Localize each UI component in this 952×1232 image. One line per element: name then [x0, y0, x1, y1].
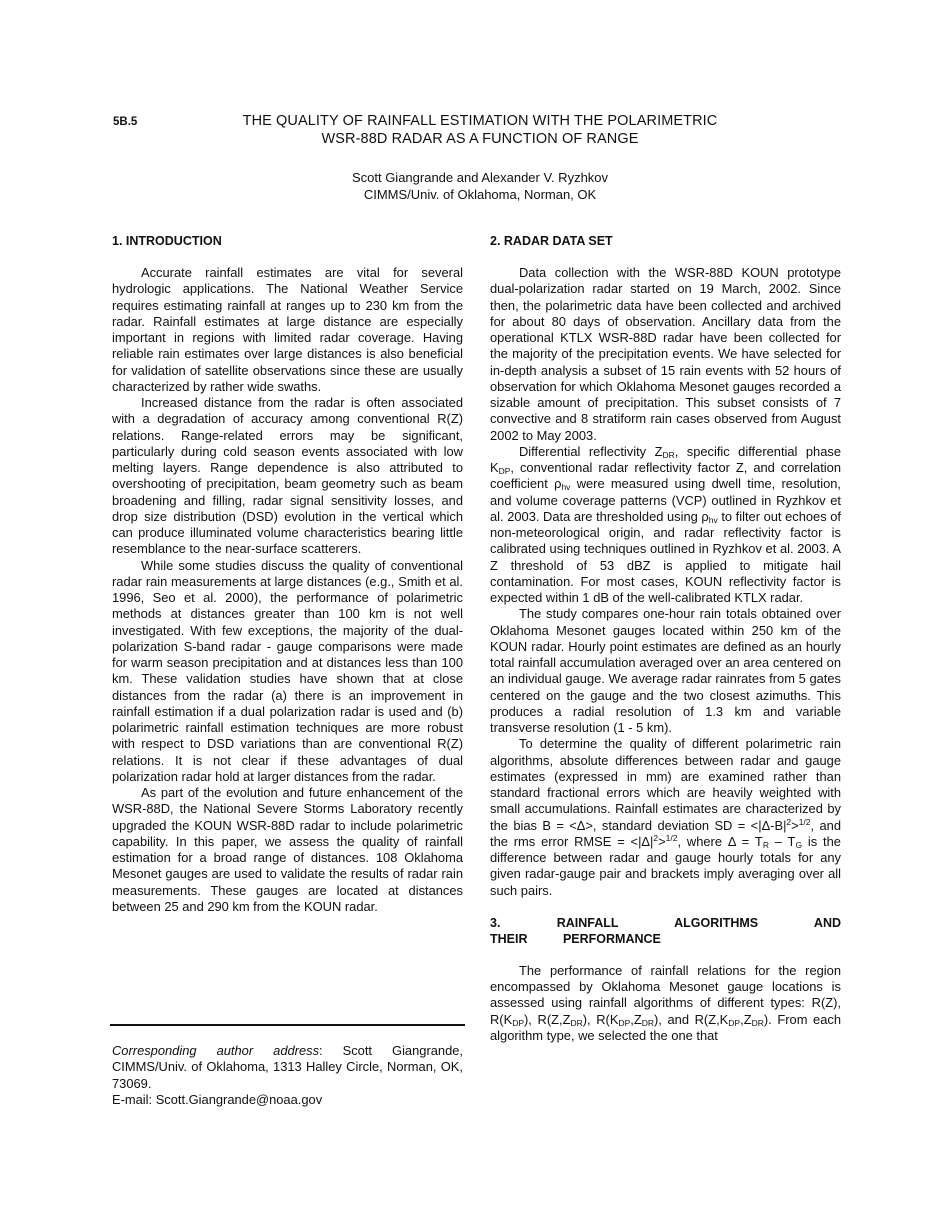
footnote-divider: [110, 1024, 465, 1026]
title-line-1: THE QUALITY OF RAINFALL ESTIMATION WITH THE POLARIMETRIC: [242, 113, 718, 129]
section-3-heading: 3. RAINFALL ALGORITHMS AND THEIR PERFORMANCE: [490, 915, 841, 946]
data-paragraph-1: Data collection with the WSR-88D KOUN prototype dual-polarization radar started on 19 March, 2002. Since then, the polarimetric data have been collected and archived for about 80 days of observation. Ancillary data from the operational KTLX WSR-88D radar have been collected for the majority of the precipitation events. We have selected for in-depth analysis a subset of 15 rain events with 52 hours of observation for which Oklahoma Mesonet gauges recorded a sizable amount of precipitation. This subset consists of 7 convective and 8 stratiform rain cases observed from August 2002 to May 2003.: [490, 265, 841, 443]
intro-paragraph-4: As part of the evolution and future enhancement of the WSR-88D, the National Severe Storms Laboratory recently upgraded the KOUN WSR-88D radar to include polarimetric capability. In this paper, we assess the quality of rainfall estimation for a broad range of distances. 108 Oklahoma Mesonet gauges are used to validate the results of radar rain measurements. These gauges are located at distances between 25 and 290 km from the KOUN radar.: [112, 785, 463, 914]
footnote-label: Corresponding author address: [112, 1043, 320, 1058]
title-line-2: WSR-88D RADAR AS A FUNCTION OF RANGE: [321, 131, 639, 147]
right-column: [490, 233, 841, 1044]
affiliation: CIMMS/Univ. of Oklahoma, Norman, OK: [363, 187, 597, 202]
footnote-address: : Scott Giangrande, CIMMS/Univ. of Oklahoma, 1313 Halley Circle, Norman, OK, 73069.: [112, 1043, 463, 1091]
paper-id: 5B.5: [113, 116, 138, 128]
authors: Scott Giangrande and Alexander V. Ryzhkov: [351, 170, 609, 185]
footnote-email: E-mail: Scott.Giangrande@noaa.gov: [112, 1091, 323, 1107]
algorithms-paragraph-1: The performance of rainfall relations for the region encompassed by Oklahoma Mesonet gauge locations is assessed using rainfall algorithms of different types: R(Z), $R(K_{DP})$, $R(Z,Z_{DR})$, $R(K_{DP},Z_{DR})$, and $R(Z,K_{DP},Z_{DR})$. From each algorithm type, we selected the one that: [490, 962, 842, 1043]
corresponding-author-footnote: [112, 1043, 463, 1108]
data-paragraph-4: To determine the quality of different polarimetric rain algorithms, absolute differences between radar and gauge estimates (expressed in mm) are examined rather than standard fractional errors which are heavily weighted with small accumulations. Rainfall estimates are characterized by the bias B = <Δ>, standard deviation SD = $<|\Delta-B|^2>^{1/2}$, and the rms error RMSE = $<|\Delta|^2>^{1/2}$, where $\Delta = T_R - T_G$ is the difference between radar and gauge hourly totals for any given radar-gauge pair and brackets imply averaging over all such pairs.: [490, 736, 841, 898]
section-2-heading: 2. RADAR DATA SET: [490, 234, 613, 248]
paper-title: [200, 112, 760, 148]
data-paragraph-3: The study compares one-hour rain totals obtained over Oklahoma Mesonet gauges located within 250 km of the KOUN radar. Hourly point estimates are defined as an hourly total rainfall accumulation averaged over an area centered on an individual gauge. We average radar rainrates from 5 gates centered on the gauge and the two closest azimuths. This produces a radial resolution of 1.3 km and variable transverse resolution (1 - 5 km).: [490, 606, 841, 735]
left-column: [112, 233, 463, 915]
data-paragraph-2: Differential reflectivity $Z_{DR}$, specific differential phase $K_{DP}$, conventional radar reflectivity factor Z, and correlation coefficient $\rho_{hv}$ were measured using dwell time, resolution, and volume coverage patterns (VCP) outlined in Ryzhkov et al. 2003. Data are thresholded using $\rho_{hv}$ to filter out echoes of non-meteorological origin, and radar reflectivity factor is calibrated using techniques outlined in Ryzhkov et al. 2003. A Z threshold of 53 dBZ is applied to mitigate hail contamination. For most cases, KOUN reflectivity factor is expected within 1 dB of the well-calibrated KTLX radar.: [490, 443, 841, 605]
intro-paragraph-1: Accurate rainfall estimates are vital for several hydrologic applications. The National Weather Service requires estimating rainfall at ranges up to 230 km from the radar. Rainfall estimates at large distance are especially important in regions with limited radar coverage. Having reliable rain estimates over large distances is also beneficial for validation of satellite observations since these are usually characterized by rather wide swaths.: [112, 265, 463, 394]
intro-paragraph-2: Increased distance from the radar is often associated with a degradation of accuracy among conventional R(Z) relations. Range-related errors may be significant, particularly during cold season events associated with low melting layers. Range dependence is also attributed to overshooting of precipitation, beam geometry such as beam broadening and filling, radar signal sensitivity losses, and drop size distribution (DSD) evolution in the vertical which can produce illuminated volume characteristics bearing little resemblance to the near-surface scatterers.: [112, 395, 463, 557]
section-1-heading: 1. INTRODUCTION: [112, 234, 222, 248]
author-block: [240, 169, 720, 203]
intro-paragraph-3: While some studies discuss the quality of conventional radar rain measurements at large distances (e.g., Smith et al. 1996, Seo et al. 2000), the performance of polarimetric methods at distances greater than 100 km is not well investigated. With few exceptions, the majority of the dual-polarization S-band radar - gauge comparisons were made for warm season precipitation and at distances less than 100 km. These validation studies have shown that at close distances from the radar (a) there is an improvement in rainfall estimation if a dual polarization radar is used and (b) polarimetric rainfall estimation techniques are more robust with respect to DSD variations than are conventional R(Z) relations. It is not clear if these advantages of dual polarization radar hold at larger distances from the radar.: [112, 557, 463, 784]
